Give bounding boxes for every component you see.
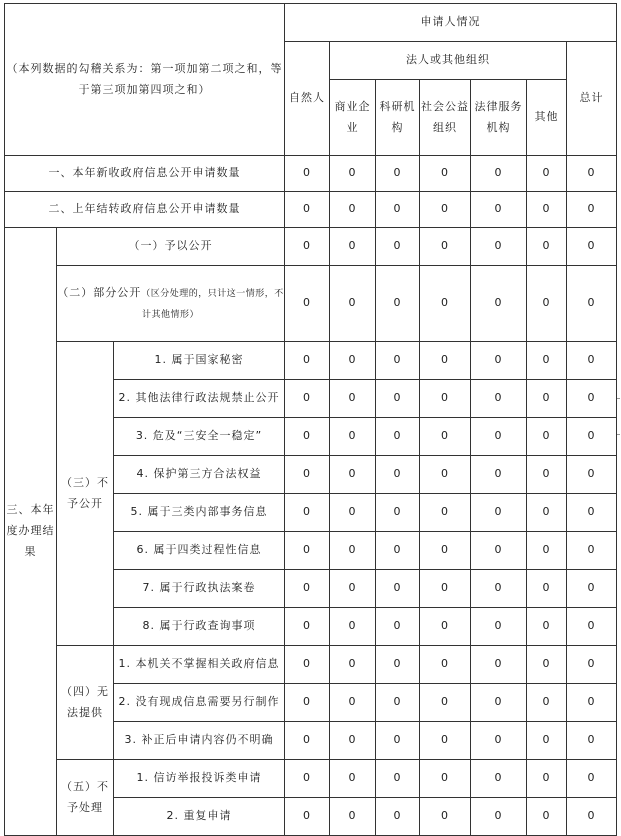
value-cell: 0 xyxy=(527,608,567,646)
value-cell: 0 xyxy=(285,684,330,722)
value-cell: 0 xyxy=(567,532,617,570)
value-cell: 0 xyxy=(285,228,330,266)
table-row xyxy=(5,646,617,684)
group-label-unavailable: （四）无法提供 xyxy=(57,646,114,760)
value-cell: 0 xyxy=(567,684,617,722)
value-cell: 0 xyxy=(330,456,376,494)
value-cell: 0 xyxy=(420,192,471,228)
value-cell: 0 xyxy=(376,192,420,228)
value-cell: 0 xyxy=(285,798,330,836)
value-cell: 0 xyxy=(567,266,617,342)
value-cell: 0 xyxy=(285,266,330,342)
reason-label: 7. 属于行政执法案卷 xyxy=(114,570,285,608)
other-header: 其他 xyxy=(527,80,567,156)
value-cell: 0 xyxy=(330,156,376,192)
value-cell: 0 xyxy=(376,156,420,192)
value-cell: 0 xyxy=(567,798,617,836)
value-cell: 0 xyxy=(420,266,471,342)
value-cell: 0 xyxy=(471,760,527,798)
value-cell: 0 xyxy=(330,684,376,722)
value-cell: 0 xyxy=(471,192,527,228)
value-cell: 0 xyxy=(527,418,567,456)
reason-label: 1. 属于国家秘密 xyxy=(114,342,285,380)
row-label: 二、上年结转政府信息公开申请数量 xyxy=(5,192,285,228)
legal-service-header: 法律服务机构 xyxy=(471,80,527,156)
row-label: （一）予以公开 xyxy=(57,228,285,266)
value-cell: 0 xyxy=(471,684,527,722)
legal-persons-group-header: 法人或其他组织 xyxy=(330,42,567,80)
value-cell: 0 xyxy=(330,494,376,532)
value-cell: 0 xyxy=(527,570,567,608)
value-cell: 0 xyxy=(471,532,527,570)
value-cell: 0 xyxy=(567,156,617,192)
reason-label: 3. 危及“三安全一稳定” xyxy=(114,418,285,456)
value-cell: 0 xyxy=(420,494,471,532)
value-cell: 0 xyxy=(567,608,617,646)
value-cell: 0 xyxy=(527,228,567,266)
value-cell: 0 xyxy=(527,684,567,722)
page-edge-tick xyxy=(617,434,620,435)
table-row xyxy=(5,760,617,798)
value-cell: 0 xyxy=(330,380,376,418)
value-cell: 0 xyxy=(471,156,527,192)
value-cell: 0 xyxy=(376,380,420,418)
value-cell: 0 xyxy=(376,646,420,684)
row-label-main: （二）部分公开 xyxy=(57,285,142,299)
value-cell: 0 xyxy=(527,456,567,494)
value-cell: 0 xyxy=(527,760,567,798)
value-cell: 0 xyxy=(285,192,330,228)
value-cell: 0 xyxy=(376,760,420,798)
value-cell: 0 xyxy=(471,456,527,494)
value-cell: 0 xyxy=(471,722,527,760)
value-cell: 0 xyxy=(471,494,527,532)
value-cell: 0 xyxy=(471,228,527,266)
applicant-situation-header: 申请人情况 xyxy=(285,4,617,42)
value-cell: 0 xyxy=(285,760,330,798)
section-three-label: 三、本年度办理结果 xyxy=(5,228,57,836)
table-row xyxy=(5,192,617,228)
value-cell: 0 xyxy=(330,192,376,228)
value-cell: 0 xyxy=(420,722,471,760)
value-cell: 0 xyxy=(330,570,376,608)
value-cell: 0 xyxy=(420,646,471,684)
value-cell: 0 xyxy=(376,798,420,836)
value-cell: 0 xyxy=(471,798,527,836)
value-cell: 0 xyxy=(567,722,617,760)
value-cell: 0 xyxy=(471,380,527,418)
value-cell: 0 xyxy=(376,608,420,646)
value-cell: 0 xyxy=(567,192,617,228)
research-header: 科研机构 xyxy=(376,80,420,156)
value-cell: 0 xyxy=(376,456,420,494)
value-cell: 0 xyxy=(285,456,330,494)
value-cell: 0 xyxy=(527,266,567,342)
value-cell: 0 xyxy=(420,228,471,266)
value-cell: 0 xyxy=(471,646,527,684)
value-cell: 0 xyxy=(330,266,376,342)
reason-label: 2. 其他法律行政法规禁止公开 xyxy=(114,380,285,418)
value-cell: 0 xyxy=(471,342,527,380)
value-cell: 0 xyxy=(567,570,617,608)
group-label-withheld: （三）不予公开 xyxy=(57,342,114,646)
value-cell: 0 xyxy=(567,380,617,418)
value-cell: 0 xyxy=(330,646,376,684)
value-cell: 0 xyxy=(285,722,330,760)
value-cell: 0 xyxy=(420,532,471,570)
value-cell: 0 xyxy=(285,608,330,646)
page-edge-tick xyxy=(617,398,620,399)
natural-person-header: 自然人 xyxy=(285,42,330,156)
value-cell: 0 xyxy=(420,760,471,798)
relationship-note: （本列数据的勾稽关系为：第一项加第二项之和，等于第三项加第四项之和） xyxy=(5,4,285,156)
value-cell: 0 xyxy=(420,456,471,494)
value-cell: 0 xyxy=(376,570,420,608)
value-cell: 0 xyxy=(376,418,420,456)
value-cell: 0 xyxy=(527,156,567,192)
value-cell: 0 xyxy=(376,342,420,380)
total-header: 总计 xyxy=(567,42,617,156)
value-cell: 0 xyxy=(330,798,376,836)
value-cell: 0 xyxy=(527,532,567,570)
value-cell: 0 xyxy=(420,380,471,418)
commercial-header: 商业企业 xyxy=(330,80,376,156)
value-cell: 0 xyxy=(285,342,330,380)
reason-label: 1. 本机关不掌握相关政府信息 xyxy=(114,646,285,684)
value-cell: 0 xyxy=(376,228,420,266)
reason-label: 1. 信访举报投诉类申请 xyxy=(114,760,285,798)
value-cell: 0 xyxy=(567,342,617,380)
value-cell: 0 xyxy=(330,532,376,570)
table-row xyxy=(5,342,617,380)
reason-label: 2. 没有现成信息需要另行制作 xyxy=(114,684,285,722)
reason-label: 2. 重复申请 xyxy=(114,798,285,836)
value-cell: 0 xyxy=(527,646,567,684)
value-cell: 0 xyxy=(330,760,376,798)
value-cell: 0 xyxy=(376,722,420,760)
value-cell: 0 xyxy=(567,418,617,456)
reason-label: 5. 属于三类内部事务信息 xyxy=(114,494,285,532)
row-label: 一、本年新收政府信息公开申请数量 xyxy=(5,156,285,192)
value-cell: 0 xyxy=(285,646,330,684)
value-cell: 0 xyxy=(420,156,471,192)
group-label-not-processed: （五）不予处理 xyxy=(57,760,114,836)
value-cell: 0 xyxy=(567,494,617,532)
value-cell: 0 xyxy=(285,570,330,608)
table-row xyxy=(5,228,617,266)
reason-label: 6. 属于四类过程性信息 xyxy=(114,532,285,570)
value-cell: 0 xyxy=(471,266,527,342)
row-label-note: （区分处理的，只计这一情形，不计其他情形） xyxy=(141,288,284,320)
value-cell: 0 xyxy=(567,456,617,494)
value-cell: 0 xyxy=(527,342,567,380)
value-cell: 0 xyxy=(420,342,471,380)
value-cell: 0 xyxy=(376,266,420,342)
value-cell: 0 xyxy=(567,760,617,798)
table-row xyxy=(5,266,617,342)
gov-info-disclosure-table xyxy=(4,3,617,836)
value-cell: 0 xyxy=(567,228,617,266)
reason-label: 8. 属于行政查询事项 xyxy=(114,608,285,646)
value-cell: 0 xyxy=(527,798,567,836)
value-cell: 0 xyxy=(376,532,420,570)
value-cell: 0 xyxy=(285,418,330,456)
row-label xyxy=(57,266,285,342)
value-cell: 0 xyxy=(527,192,567,228)
value-cell: 0 xyxy=(527,494,567,532)
value-cell: 0 xyxy=(420,684,471,722)
social-welfare-header: 社会公益组织 xyxy=(420,80,471,156)
value-cell: 0 xyxy=(471,418,527,456)
value-cell: 0 xyxy=(420,608,471,646)
table-row xyxy=(5,156,617,192)
reason-label: 3. 补正后申请内容仍不明确 xyxy=(114,722,285,760)
value-cell: 0 xyxy=(471,608,527,646)
value-cell: 0 xyxy=(567,646,617,684)
value-cell: 0 xyxy=(330,608,376,646)
value-cell: 0 xyxy=(527,380,567,418)
value-cell: 0 xyxy=(330,418,376,456)
value-cell: 0 xyxy=(420,798,471,836)
value-cell: 0 xyxy=(420,418,471,456)
value-cell: 0 xyxy=(376,494,420,532)
value-cell: 0 xyxy=(285,380,330,418)
value-cell: 0 xyxy=(376,684,420,722)
value-cell: 0 xyxy=(330,342,376,380)
value-cell: 0 xyxy=(285,532,330,570)
reason-label: 4. 保护第三方合法权益 xyxy=(114,456,285,494)
value-cell: 0 xyxy=(330,722,376,760)
value-cell: 0 xyxy=(285,494,330,532)
value-cell: 0 xyxy=(285,156,330,192)
value-cell: 0 xyxy=(330,228,376,266)
value-cell: 0 xyxy=(527,722,567,760)
value-cell: 0 xyxy=(420,570,471,608)
value-cell: 0 xyxy=(471,570,527,608)
